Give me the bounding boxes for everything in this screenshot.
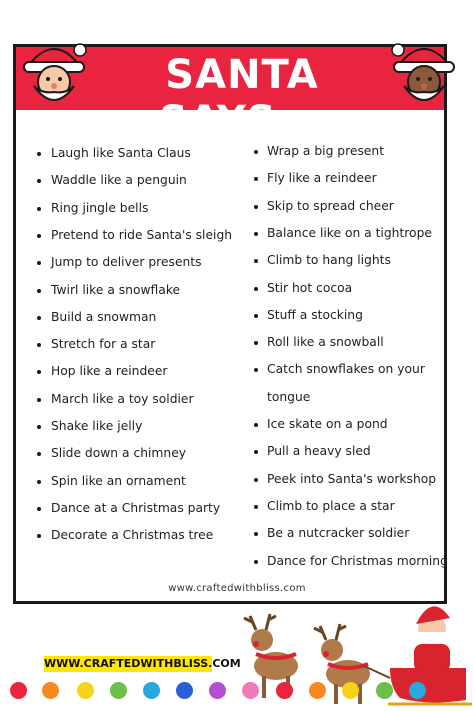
list-item: Roll like a snowball bbox=[267, 335, 384, 350]
list-bullet bbox=[37, 398, 41, 402]
list-bullet bbox=[254, 205, 258, 209]
list-bullet bbox=[254, 287, 258, 291]
list-item: Spin like an ornament bbox=[51, 473, 186, 488]
list-bullet bbox=[254, 232, 258, 236]
list-item: Shake like jelly bbox=[51, 419, 143, 433]
santa-face-left-icon bbox=[14, 36, 94, 110]
list-bullet bbox=[254, 423, 258, 427]
list-item: Jump to deliver presents bbox=[51, 255, 202, 270]
list-item: March like a toy soldier bbox=[51, 391, 194, 406]
decorative-dot bbox=[309, 682, 326, 699]
decorative-dot bbox=[176, 682, 193, 699]
list-item: Stuff a stocking bbox=[267, 307, 363, 322]
list-bullet bbox=[37, 234, 41, 238]
page-title: SANTA SAYS... bbox=[158, 52, 326, 144]
list-item: Twirl like a snowflake bbox=[51, 282, 181, 297]
list-item: Ice skate on a pond bbox=[267, 417, 388, 431]
list-bullet bbox=[37, 507, 41, 511]
list-item: Waddle like a penguin bbox=[51, 173, 187, 188]
list-item: Stretch for a star bbox=[51, 337, 156, 352]
list-bullet bbox=[254, 478, 258, 482]
list-bullet bbox=[254, 505, 258, 509]
list-bullet bbox=[254, 314, 258, 318]
list-item: Fly like a reindeer bbox=[267, 171, 377, 186]
website-banner: WWW.CRAFTEDWITHBLISS.COM bbox=[44, 657, 241, 670]
list-bullet bbox=[37, 289, 41, 293]
decorative-dot bbox=[77, 682, 94, 699]
list-item: Pull a heavy sled bbox=[267, 444, 371, 459]
list-item: tongue bbox=[267, 389, 311, 404]
list-item: Wrap a big present bbox=[267, 144, 385, 158]
list-bullet bbox=[37, 316, 41, 320]
decorative-dot bbox=[242, 682, 259, 699]
decorative-dot bbox=[376, 682, 393, 699]
list-bullet bbox=[37, 425, 41, 429]
list-item: Peek into Santa's workshop bbox=[267, 471, 437, 486]
decorative-dot bbox=[409, 682, 426, 699]
list-item: Decorate a Christmas tree bbox=[51, 528, 214, 543]
decorative-dot bbox=[143, 682, 160, 699]
list-item: Dance at a Christmas party bbox=[51, 500, 221, 515]
santa-face-right-icon bbox=[384, 36, 464, 110]
list-bullet bbox=[254, 560, 258, 564]
list-bullet bbox=[37, 207, 41, 211]
website-credit: www.craftedwithbliss.com bbox=[168, 583, 306, 594]
list-item: Skip to spread cheer bbox=[267, 198, 394, 213]
list-item: Hop like a reindeer bbox=[51, 364, 168, 379]
decorative-dot bbox=[276, 682, 293, 699]
list-item: Dance for Christmas morning bbox=[267, 553, 448, 568]
list-item: Catch snowflakes on your bbox=[267, 362, 425, 377]
list-item: Balance like on a tightrope bbox=[267, 225, 432, 240]
list-item: Stir hot cocoa bbox=[267, 280, 353, 295]
decorative-dot bbox=[110, 682, 127, 699]
list-item: Build a snowman bbox=[51, 309, 157, 324]
list-item: Be a nutcracker soldier bbox=[267, 526, 410, 541]
list-item: Laugh like Santa Claus bbox=[51, 146, 191, 160]
list-item: Climb to hang lights bbox=[267, 253, 391, 268]
decorative-dot bbox=[209, 682, 226, 699]
list-item: Slide down a chimney bbox=[51, 446, 187, 461]
list-item: Climb to place a star bbox=[267, 498, 395, 513]
list-item: Ring jingle bells bbox=[51, 200, 149, 215]
decorative-dot bbox=[10, 682, 27, 699]
list-item: Pretend to ride Santa's sleigh bbox=[51, 227, 233, 242]
list-bullet bbox=[37, 480, 41, 484]
decorative-dot bbox=[342, 682, 359, 699]
list-bullet bbox=[37, 152, 41, 156]
decorative-dot bbox=[42, 682, 59, 699]
list-bullet bbox=[254, 150, 258, 154]
